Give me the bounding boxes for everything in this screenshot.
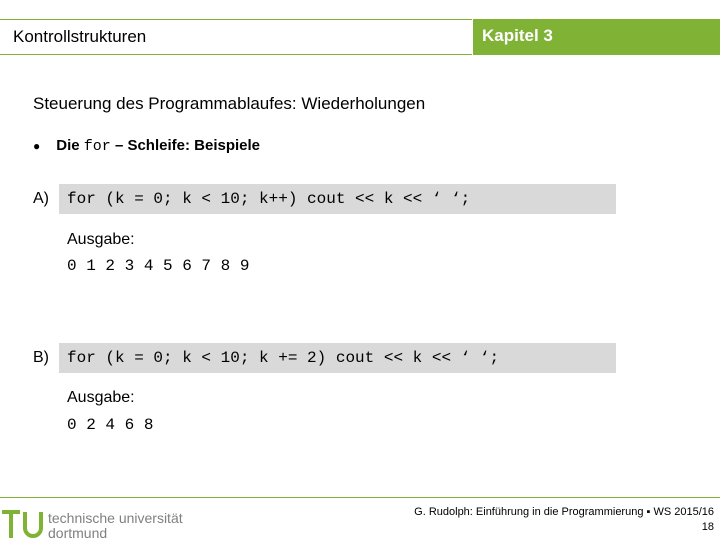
bullet-prefix: Die xyxy=(56,137,84,154)
header-section-bar xyxy=(0,19,472,55)
footer-citation: G. Rudolph: Einführung in die Programmierung ▪ WS 2015/16 xyxy=(414,506,714,518)
example-label: A) xyxy=(33,190,49,207)
bullet-suffix: – Schleife: Beispiele xyxy=(110,137,261,154)
page-number: 18 xyxy=(701,521,714,533)
example-label: B) xyxy=(33,349,49,366)
section-title: Kontrollstrukturen xyxy=(13,27,147,46)
code-block: for (k = 0; k < 10; k++) cout << k << ‘ ‘; xyxy=(59,184,616,214)
footer-divider xyxy=(0,497,720,498)
output-value: 0 2 4 6 8 xyxy=(67,416,154,434)
chapter-label: Kapitel 3 xyxy=(482,26,553,45)
logo-line1: technische universität xyxy=(48,510,183,526)
bullet-code: for xyxy=(83,138,111,155)
output-label: Ausgabe: xyxy=(67,389,135,406)
header-chapter-bar xyxy=(473,19,720,55)
tu-dortmund-logo xyxy=(0,504,200,540)
logo-line2: dortmund xyxy=(48,525,108,540)
bullet-dot-icon: ● xyxy=(33,139,41,153)
output-value: 0 1 2 3 4 5 6 7 8 9 xyxy=(67,257,250,275)
slide-title: Steuerung des Programmablaufes: Wiederholungen xyxy=(33,94,426,113)
output-label: Ausgabe: xyxy=(67,231,135,248)
footer-citation-block xyxy=(414,505,714,535)
code-block: for (k = 0; k < 10; k += 2) cout << k << ‘ ‘; xyxy=(59,343,616,373)
bullet-item xyxy=(33,137,260,155)
